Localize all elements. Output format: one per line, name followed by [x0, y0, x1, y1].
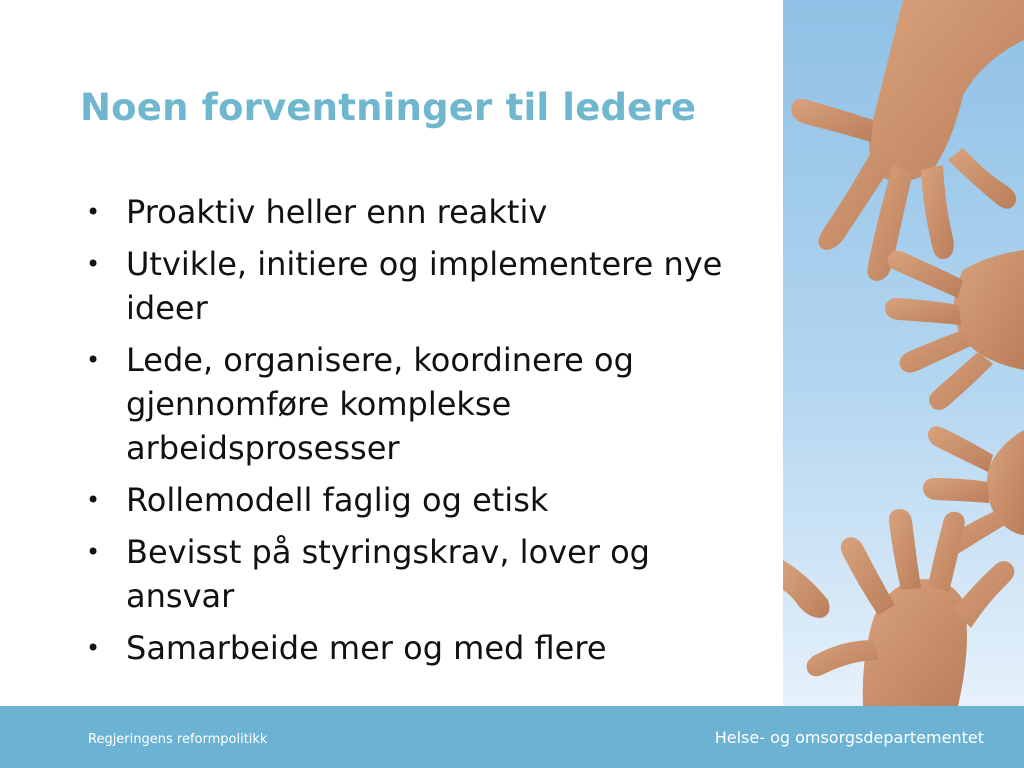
- slide-title: Noen forventninger til ledere: [80, 86, 697, 129]
- bullet-item: [84, 242, 724, 330]
- bullet-list: [84, 190, 724, 678]
- footer-left-text: Regjeringens reformpolitikk: [88, 732, 268, 747]
- bullet-text: Lede, organisere, koordinere og gjennomføre komplekse arbeidsprosesser: [126, 341, 634, 467]
- bullet-dot: •: [86, 250, 101, 278]
- bullet-item: [84, 478, 724, 522]
- hands-sky-photo: [783, 0, 1024, 706]
- bullet-item: [84, 338, 724, 470]
- footer-right-text: Helse- og omsorgsdepartementet: [714, 728, 984, 747]
- bullet-text: Rollemodell faglig og etisk: [126, 481, 549, 519]
- hands-sky-illustration: [783, 0, 1024, 706]
- bullet-item: [84, 190, 724, 234]
- bullet-text: Samarbeide mer og med flere: [126, 629, 607, 667]
- bullet-text: Utvikle, initiere og implementere nye ideer: [126, 245, 723, 327]
- footer-bar: [0, 706, 1024, 768]
- bullet-text: Proaktiv heller enn reaktiv: [126, 193, 548, 231]
- bullet-text: Bevisst på styringskrav, lover og ansvar: [126, 533, 650, 615]
- bullet-dot: •: [86, 538, 101, 566]
- bullet-dot: •: [86, 198, 101, 226]
- bullet-dot: •: [86, 346, 101, 374]
- bullet-item: [84, 626, 724, 670]
- bullet-item: [84, 530, 724, 618]
- bullet-dot: •: [86, 634, 101, 662]
- bullet-dot: •: [86, 486, 101, 514]
